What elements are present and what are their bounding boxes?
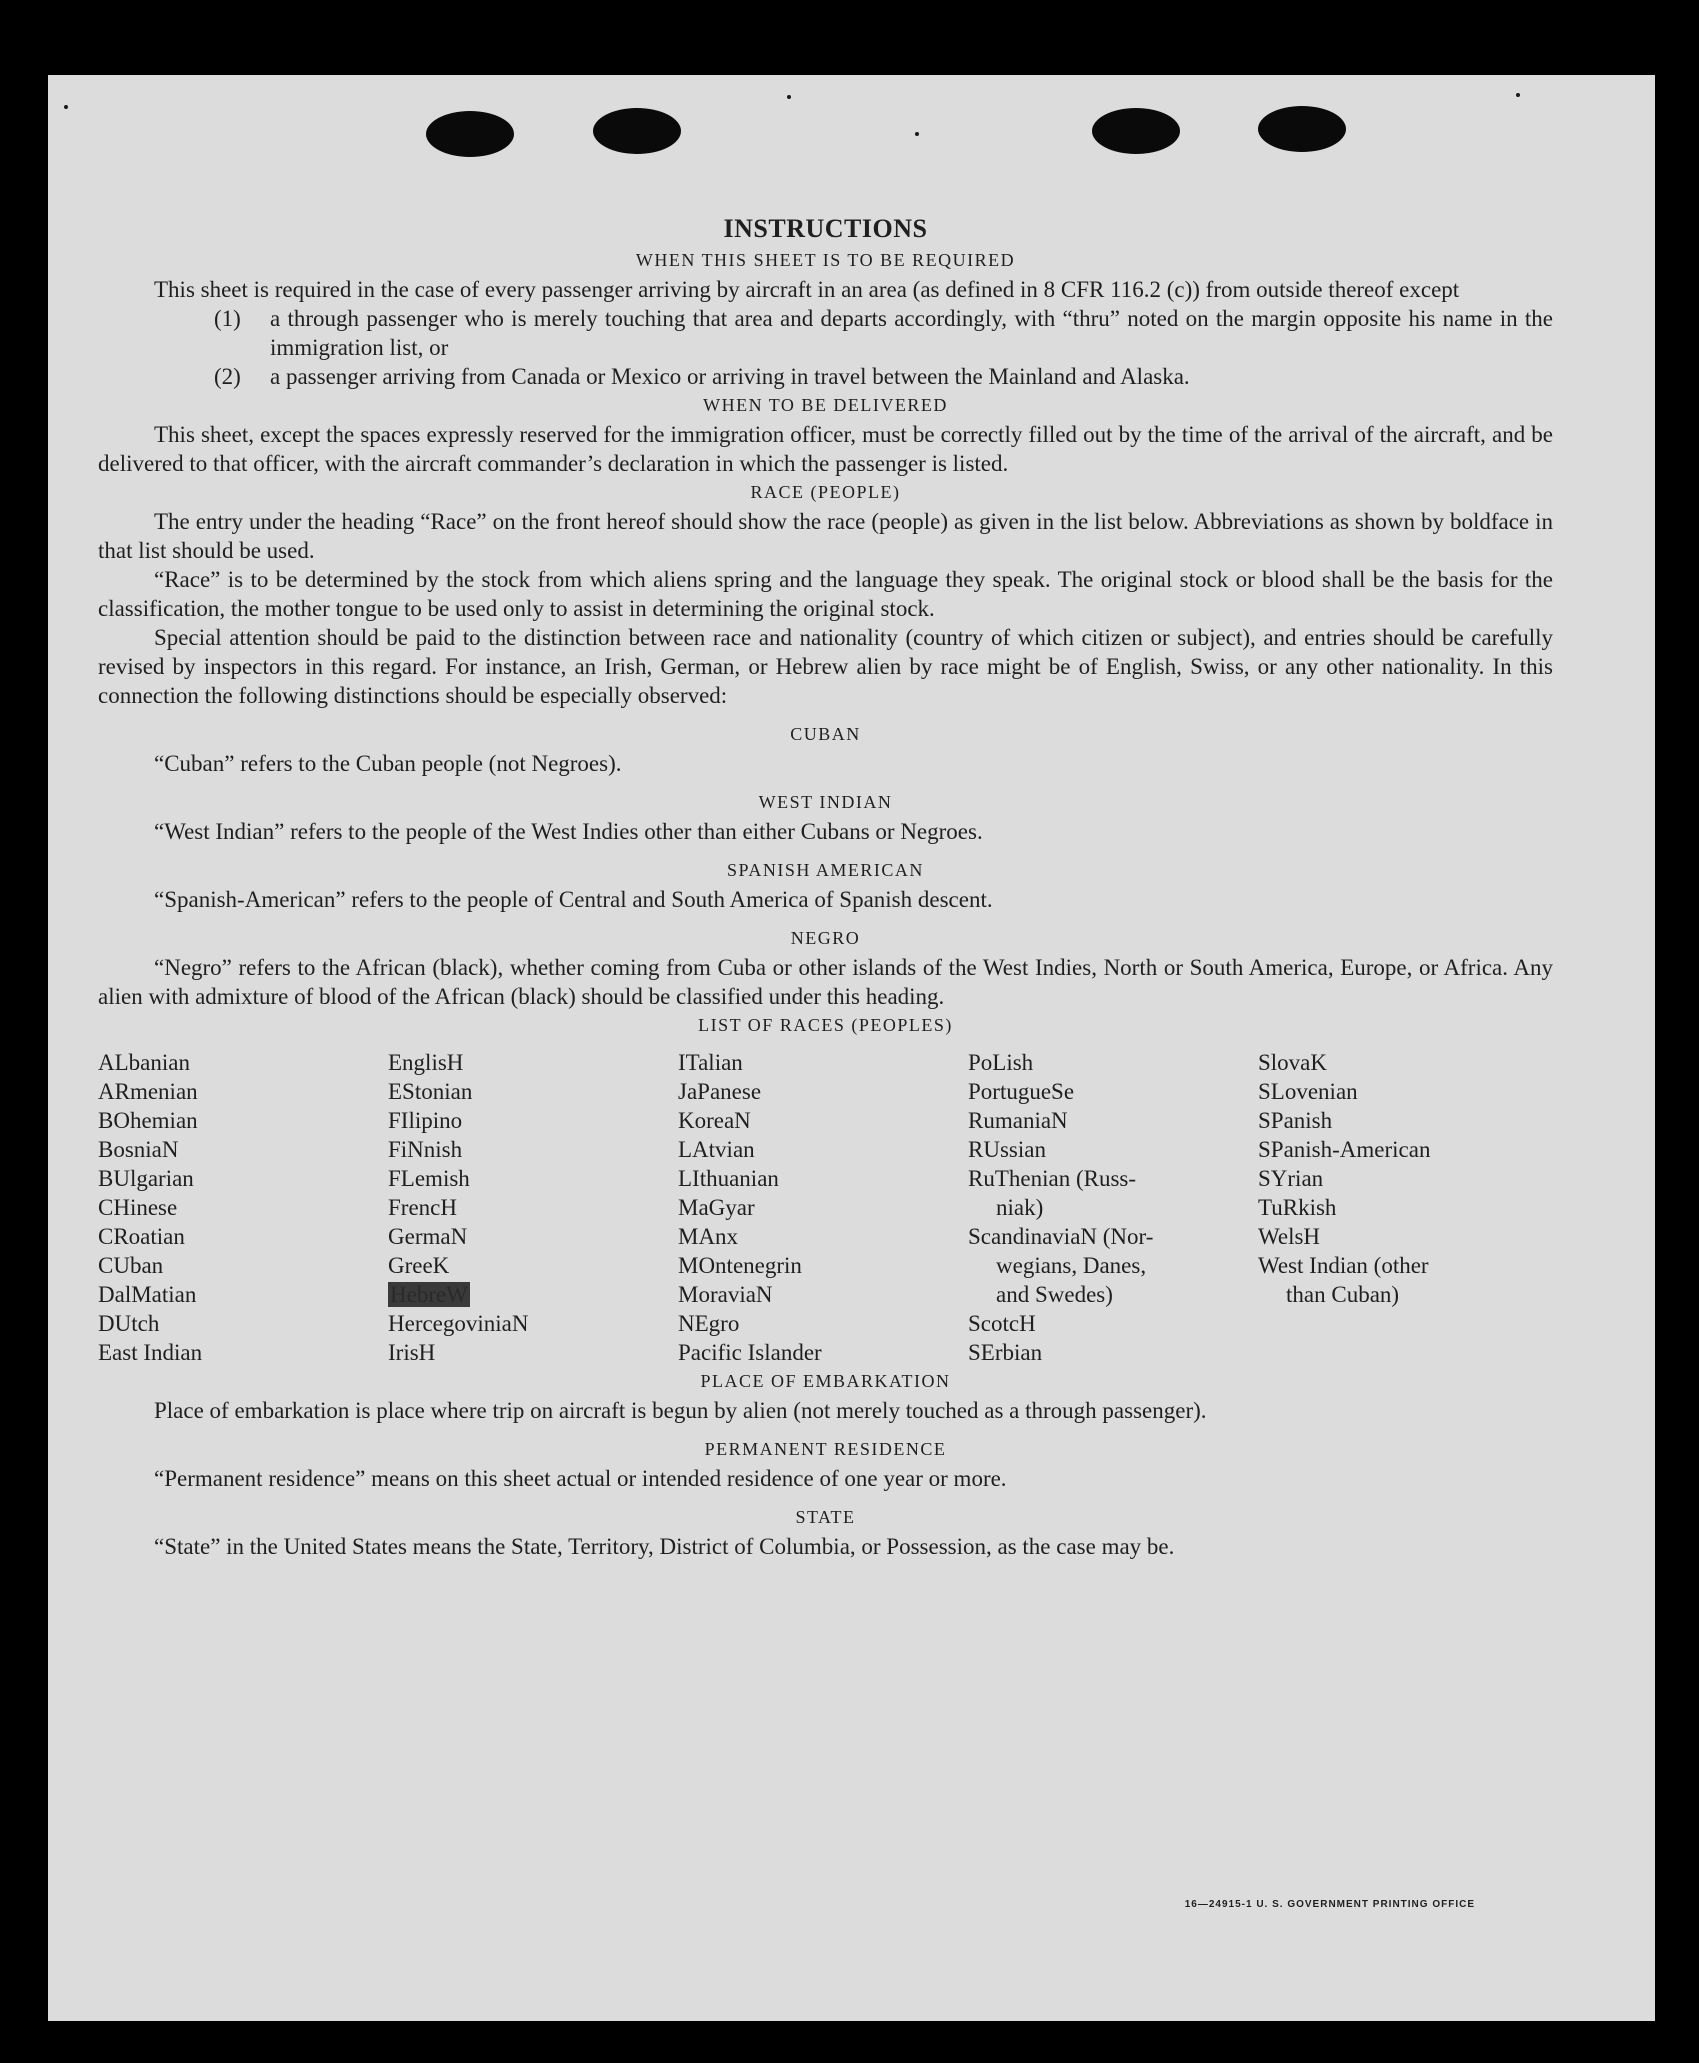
exception-item xyxy=(98,304,1553,362)
punch-hole xyxy=(426,111,514,157)
west-indian-text: “West Indian” refers to the people of the West Indies other than either Cubans or Negroes. xyxy=(154,819,983,844)
speck xyxy=(787,95,791,99)
exception-item xyxy=(98,362,1553,391)
punch-hole xyxy=(1092,108,1180,154)
race-entry: DalMatian xyxy=(98,1282,197,1307)
section-heading-when-required: WHEN THIS SHEET IS TO BE REQUIRED xyxy=(635,250,1016,270)
race-entry: FLemish xyxy=(388,1166,470,1191)
race-entry: MoraviaN xyxy=(678,1282,773,1307)
races-column xyxy=(98,1048,388,1367)
when-required-intro: This sheet is required in the case of every passenger arriving by aircraft in an area (as defined in 8 CFR 116.2 (c)) from outside thereof except xyxy=(154,277,1460,302)
document-sheet xyxy=(48,75,1655,2021)
embarkation-text: Place of embarkation is place where trip on aircraft is begun by alien (not merely touched as a through passenger). xyxy=(154,1398,1207,1423)
race-entry-continued: wegians, Danes, xyxy=(996,1253,1147,1278)
race-paragraph-3: Special attention should be paid to the distinction between race and nationality (country of which citizen or subject), and entries should be carefully revised by inspectors in this regard. For instance, an Irish, German, or Hebrew alien by race might be of English, Swiss, or any other nationality. In this connection the following distinctions should be especially observed: xyxy=(98,625,1553,708)
page-title: INSTRUCTIONS xyxy=(723,214,928,243)
race-entry: CUban xyxy=(98,1253,164,1278)
race-entry: IrisH xyxy=(388,1340,436,1365)
race-entry: SYrian xyxy=(1258,1166,1324,1191)
race-entry-continued: and Swedes) xyxy=(996,1282,1113,1307)
race-entry: MOntenegrin xyxy=(678,1253,802,1278)
race-entry: PortugueSe xyxy=(968,1079,1075,1104)
punch-hole xyxy=(1258,106,1346,152)
race-entry: RUssian xyxy=(968,1137,1046,1162)
race-entry: DUtch xyxy=(98,1311,160,1336)
exception-number: (2) xyxy=(214,364,241,389)
race-paragraph-1: The entry under the heading “Race” on the front hereof should show the race (people) as given in the list below. Abbreviations as shown by boldface in that list should be used. xyxy=(98,509,1553,563)
race-entry: MAnx xyxy=(678,1224,739,1249)
race-entry: BOhemian xyxy=(98,1108,198,1133)
race-entry: SPanish xyxy=(1258,1108,1333,1133)
race-entry: WelsH xyxy=(1258,1224,1321,1249)
race-entry: CHinese xyxy=(98,1195,178,1220)
race-entry: SPanish-American xyxy=(1258,1137,1431,1162)
race-entry-redacted xyxy=(388,1280,678,1309)
race-entry: RuThenian (Russ- xyxy=(968,1166,1137,1191)
section-heading-when-delivered: WHEN TO BE DELIVERED xyxy=(703,395,948,415)
section-heading-west-indian: WEST INDIAN xyxy=(758,792,893,812)
redacted-text: HebreW xyxy=(390,1282,468,1307)
race-entry: EStonian xyxy=(388,1079,473,1104)
speck xyxy=(915,132,919,136)
race-entry: PoLish xyxy=(968,1050,1034,1075)
race-entry: East Indian xyxy=(98,1340,203,1365)
speck xyxy=(64,105,68,109)
speck xyxy=(1516,93,1520,97)
when-delivered-text: This sheet, except the spaces expressly reserved for the immigration officer, must be correctly filled out by the time of the arrival of the aircraft, and be delivered to that officer, with the aircraft commander’s declaration in which the passenger is listed. xyxy=(98,422,1553,476)
race-entry: SlovaK xyxy=(1258,1050,1327,1075)
punch-hole xyxy=(593,108,681,154)
spanish-american-text: “Spanish-American” refers to the people of Central and South America of Spanish descent. xyxy=(154,887,993,912)
cuban-text: “Cuban” refers to the Cuban people (not Negroes). xyxy=(154,751,622,776)
section-heading-state: STATE xyxy=(795,1507,856,1527)
race-entry: JaPanese xyxy=(678,1079,762,1104)
instructions-content xyxy=(98,212,1553,1561)
section-heading-embarkation: PLACE OF EMBARKATION xyxy=(700,1371,951,1391)
race-entry: FrencH xyxy=(388,1195,457,1220)
race-entry: ALbanian xyxy=(98,1050,190,1075)
races-list xyxy=(98,1048,1553,1367)
section-heading-cuban: CUBAN xyxy=(790,724,861,744)
race-entry: FiNnish xyxy=(388,1137,463,1162)
race-entry: LAtvian xyxy=(678,1137,755,1162)
exception-number: (1) xyxy=(214,306,241,331)
negro-text: “Negro” refers to the African (black), whether coming from Cuba or other islands of the West Indies, North or South America, Europe, or Africa. Any alien with admixture of blood of the African (black) should be classified under this heading. xyxy=(98,955,1553,1009)
race-entry: BosniaN xyxy=(98,1137,179,1162)
races-column xyxy=(678,1048,968,1367)
section-heading-negro: NEGRO xyxy=(790,928,861,948)
race-entry: SLovenian xyxy=(1258,1079,1358,1104)
race-paragraph-2: “Race” is to be determined by the stock from which aliens spring and the language they speak. The original stock or blood shall be the basis for the classification, the mother tongue to be used only to assist in determining the original stock. xyxy=(98,567,1553,621)
races-column xyxy=(1258,1048,1553,1367)
race-entry: ARmenian xyxy=(98,1079,198,1104)
section-heading-race: RACE (PEOPLE) xyxy=(750,482,901,502)
race-entry: BUlgarian xyxy=(98,1166,194,1191)
exception-text: a passenger arriving from Canada or Mexico or arriving in travel between the Mainland and Alaska. xyxy=(270,364,1190,389)
race-entry: ScotcH xyxy=(968,1311,1036,1336)
race-entry: GermaN xyxy=(388,1224,468,1249)
race-entry: NEgro xyxy=(678,1311,740,1336)
race-entry: EnglisH xyxy=(388,1050,464,1075)
race-entry: CRoatian xyxy=(98,1224,185,1249)
exception-text: a through passenger who is merely touching that area and departs accordingly, with “thru” noted on the margin opposite his name in the immigration list, or xyxy=(270,306,1553,360)
race-entry: TuRkish xyxy=(1258,1195,1337,1220)
section-heading-list-of-races: LIST OF RACES (PEOPLES) xyxy=(698,1015,953,1035)
race-entry: ITalian xyxy=(678,1050,743,1075)
race-entry: West Indian (other xyxy=(1258,1253,1429,1278)
race-entry: HercegoviniaN xyxy=(388,1311,529,1336)
race-entry: RumaniaN xyxy=(968,1108,1068,1133)
race-entry: GreeK xyxy=(388,1253,450,1278)
race-entry-continued: than Cuban) xyxy=(1286,1282,1400,1307)
permanent-residence-text: “Permanent residence” means on this sheet actual or intended residence of one year or more. xyxy=(154,1466,1007,1491)
races-column xyxy=(388,1048,678,1367)
race-entry: FIlipino xyxy=(388,1108,463,1133)
race-entry: Pacific Islander xyxy=(678,1340,822,1365)
race-entry: SErbian xyxy=(968,1340,1043,1365)
section-heading-permanent-residence: PERMANENT RESIDENCE xyxy=(704,1439,947,1459)
race-entry: LIthuanian xyxy=(678,1166,779,1191)
race-entry: MaGyar xyxy=(678,1195,755,1220)
section-heading-spanish-american: SPANISH AMERICAN xyxy=(727,860,924,880)
races-column xyxy=(968,1048,1258,1367)
state-text: “State” in the United States means the State, Territory, District of Columbia, or Possession, as the case may be. xyxy=(154,1534,1175,1559)
printing-office-code: 16—24915-1 U. S. GOVERNMENT PRINTING OFFICE xyxy=(1184,1899,1475,1910)
race-entry: KoreaN xyxy=(678,1108,751,1133)
race-entry: ScandinaviaN (Nor- xyxy=(968,1224,1154,1249)
race-entry-continued: niak) xyxy=(996,1195,1044,1220)
